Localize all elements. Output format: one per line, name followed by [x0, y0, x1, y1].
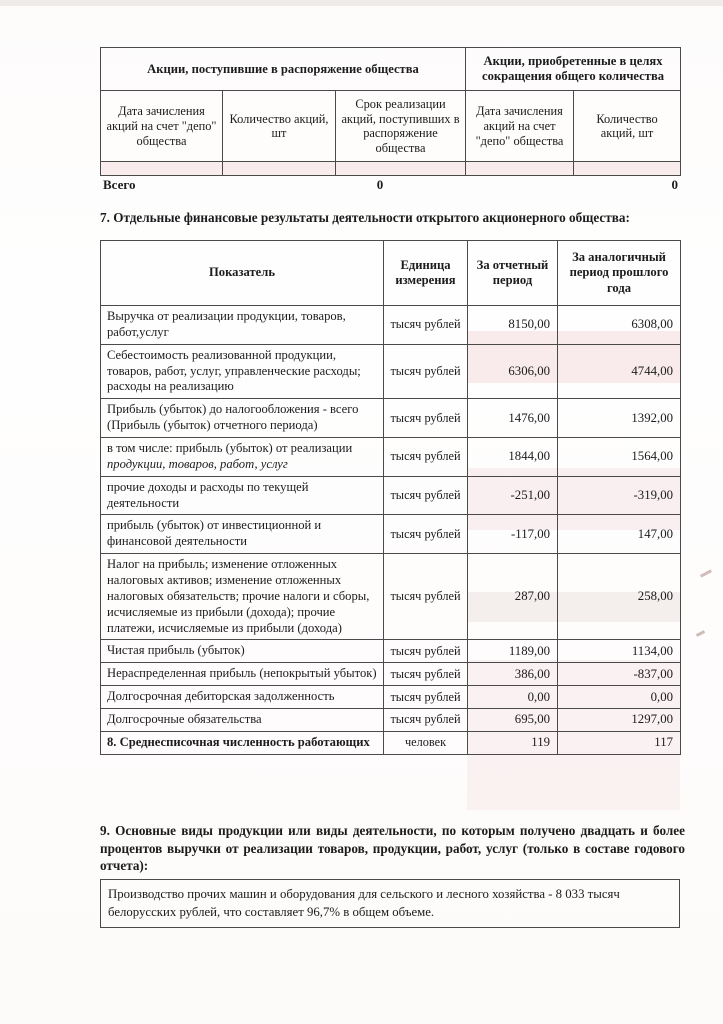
row-current-value: -251,00 — [468, 476, 558, 515]
row-current-value: 8150,00 — [468, 306, 558, 345]
row-previous-value: 117 — [558, 731, 681, 754]
row-unit: тысяч рублей — [384, 640, 468, 663]
table-row — [101, 438, 681, 477]
shares-group-header-received: Акции, поступившие в распоряжение общества — [101, 48, 466, 91]
row-unit: тысяч рублей — [384, 344, 468, 399]
row-previous-value: 1392,00 — [558, 399, 681, 438]
table-row — [101, 640, 681, 663]
row-current-value: 119 — [468, 731, 558, 754]
row-previous-value: 258,00 — [558, 554, 681, 640]
table-row — [101, 686, 681, 709]
shares-cell-empty — [336, 162, 466, 176]
row-previous-value: 1134,00 — [558, 640, 681, 663]
totals-label: Всего — [103, 177, 136, 192]
header-previous-period: За аналогичный период прошлого года — [558, 241, 681, 306]
shares-cell-empty — [101, 162, 223, 176]
shares-cell-empty — [466, 162, 574, 176]
row-unit: тысяч рублей — [384, 709, 468, 732]
table-row — [101, 731, 681, 754]
row-unit: тысяч рублей — [384, 686, 468, 709]
row-current-value: 0,00 — [468, 686, 558, 709]
row-indicator — [101, 438, 384, 477]
shares-table — [100, 47, 681, 176]
row-previous-value: 1297,00 — [558, 709, 681, 732]
row-indicator-section-8: 8. Среднесписочная численность работающих — [101, 731, 384, 754]
shares-col-header-date-received: Дата зачисления акций на счет "депо" общества — [101, 91, 223, 162]
row-current-value: 287,00 — [468, 554, 558, 640]
row-indicator: прочие доходы и расходы по текущей деятельности — [101, 476, 384, 515]
row-indicator: Долгосрочные обязательства — [101, 709, 384, 732]
scan-speck-artifact — [700, 569, 712, 577]
shares-totals-row — [100, 177, 680, 196]
row-previous-value: 1564,00 — [558, 438, 681, 477]
row-previous-value: -319,00 — [558, 476, 681, 515]
row-unit: тысяч рублей — [384, 554, 468, 640]
table-row — [101, 663, 681, 686]
row-previous-value: 0,00 — [558, 686, 681, 709]
shares-empty-data-row — [101, 162, 681, 176]
row-current-value: 1844,00 — [468, 438, 558, 477]
row-previous-value: -837,00 — [558, 663, 681, 686]
row-unit: тысяч рублей — [384, 476, 468, 515]
financial-results-table — [100, 240, 681, 755]
header-current-period: За отчетный период — [468, 241, 558, 306]
row-unit: тысяч рублей — [384, 438, 468, 477]
section-9-answer-box: Производство прочих машин и оборудования для сельского и лесного хозяйства - 8 033 тысяч белорусских рублей, что составляет 96,7% в общем объеме. — [100, 879, 680, 928]
section-9-heading: 9. Основные виды продукции или виды деятельности, по которым получено двадцать и более процентов выручки от реализации товаров, продукции, работ, услуг (только в составе годового отчета): — [100, 823, 685, 874]
row-current-value: 1189,00 — [468, 640, 558, 663]
row-indicator: Себестоимость реализованной продукции, товаров, работ, услуг, управленческие расходы; расходы на реализацию — [101, 344, 384, 399]
header-unit: Единица измерения — [384, 241, 468, 306]
row-current-value: 6306,00 — [468, 344, 558, 399]
shares-group-header-acquired: Акции, приобретенные в целях сокращения общего количества — [466, 48, 681, 91]
row-indicator-prefix: в том числе: прибыль (убыток) от реализации — [107, 441, 353, 456]
row-unit: человек — [384, 731, 468, 754]
row-previous-value: 147,00 — [558, 515, 681, 554]
row-indicator: Нераспределенная прибыль (непокрытый убыток) — [101, 663, 384, 686]
shares-cell-empty — [574, 162, 681, 176]
section-7-heading: 7. Отдельные финансовые результаты деятельности открытого акционерного общества: — [100, 210, 630, 225]
shares-col-header-term: Срок реализации акций, поступивших в распоряжение общества — [336, 91, 466, 162]
table-row — [101, 476, 681, 515]
table-row — [101, 515, 681, 554]
financial-header-row — [101, 241, 681, 306]
shares-col-header-qty-received: Количество акций, шт — [223, 91, 336, 162]
table-row — [101, 344, 681, 399]
row-current-value: 386,00 — [468, 663, 558, 686]
table-row — [101, 554, 681, 640]
table-row — [101, 399, 681, 438]
row-previous-value: 4744,00 — [558, 344, 681, 399]
row-current-value: 1476,00 — [468, 399, 558, 438]
row-previous-value: 6308,00 — [558, 306, 681, 345]
row-current-value: -117,00 — [468, 515, 558, 554]
header-indicator: Показатель — [101, 241, 384, 306]
row-indicator-italic: продукции, товаров, работ, услуг — [107, 456, 288, 471]
shares-column-header-row — [101, 91, 681, 162]
row-indicator: прибыль (убыток) от инвестиционной и финансовой деятельности — [101, 515, 384, 554]
row-indicator: Прибыль (убыток) до налогообложения - всего (Прибыль (убыток) отчетного периода) — [101, 399, 384, 438]
shares-col-header-date-acquired: Дата зачисления акций на счет "депо" общества — [466, 91, 574, 162]
totals-quantity-acquired: 0 — [671, 177, 678, 192]
shares-cell-empty — [223, 162, 336, 176]
scan-edge-artifact — [0, 0, 723, 6]
row-unit: тысяч рублей — [384, 515, 468, 554]
shares-group-header-row — [101, 48, 681, 91]
table-row — [101, 306, 681, 345]
row-indicator: Долгосрочная дебиторская задолженность — [101, 686, 384, 709]
row-current-value: 695,00 — [468, 709, 558, 732]
row-indicator: Выручка от реализации продукции, товаров, работ,услуг — [101, 306, 384, 345]
row-unit: тысяч рублей — [384, 306, 468, 345]
row-indicator: Налог на прибыль; изменение отложенных налоговых активов; изменение отложенных налоговых обязательств; прочие налоги и сборы, исчисляемые из прибыли (дохода); прочие платежи, исчисляемые из прибыли (дохода) — [101, 554, 384, 640]
scan-speck-artifact — [696, 630, 705, 637]
shares-col-header-qty-acquired: Количество акций, шт — [574, 91, 681, 162]
totals-quantity-received: 0 — [376, 177, 384, 192]
row-unit: тысяч рублей — [384, 663, 468, 686]
row-unit: тысяч рублей — [384, 399, 468, 438]
table-row — [101, 709, 681, 732]
row-indicator: Чистая прибыль (убыток) — [101, 640, 384, 663]
